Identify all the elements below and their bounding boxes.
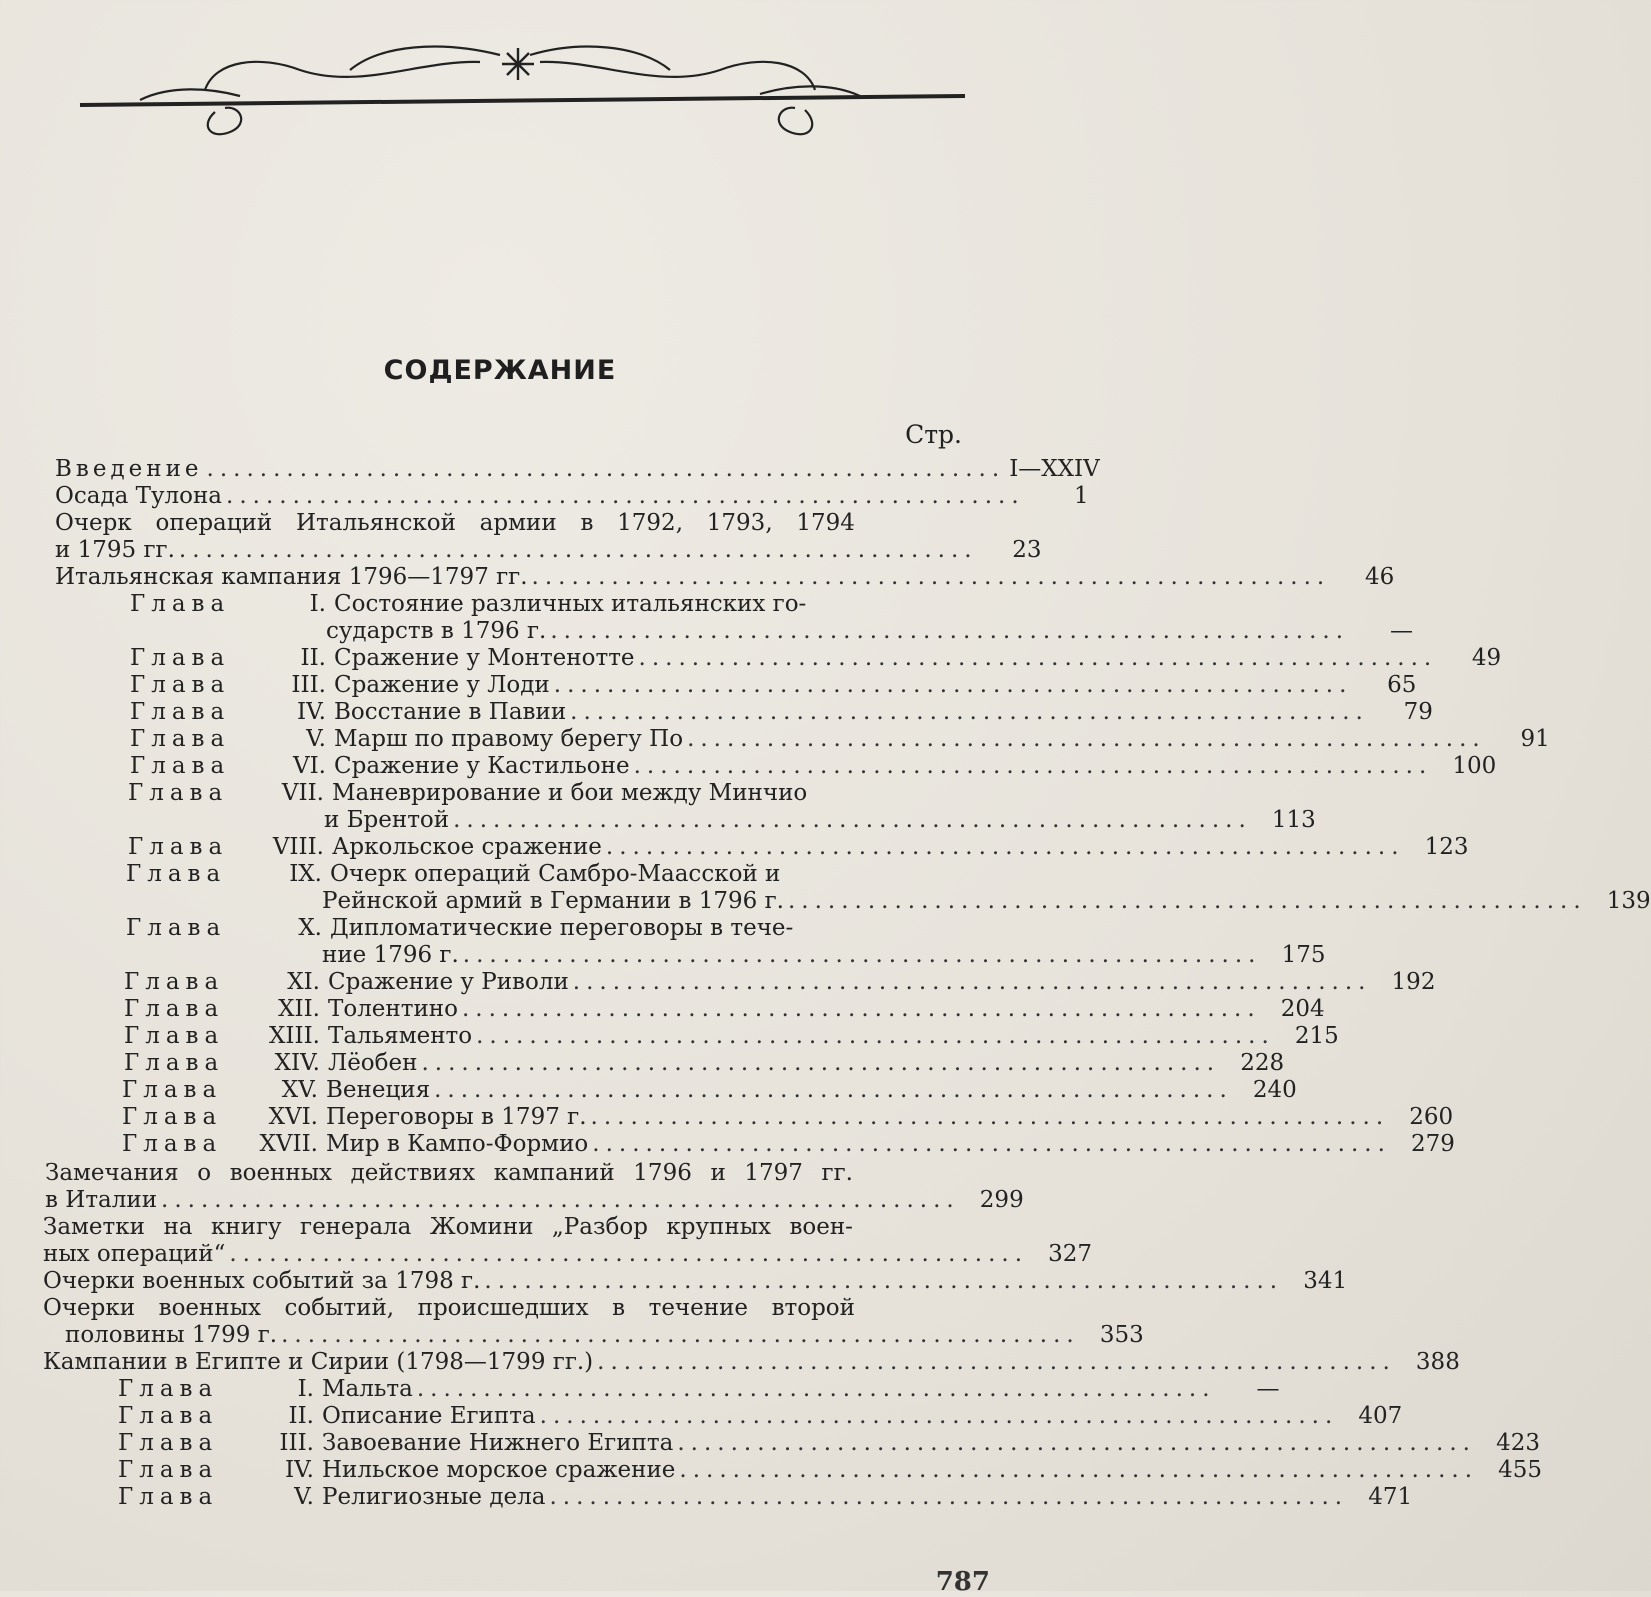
page-column-label: Стр. bbox=[905, 420, 962, 449]
toc-chapter-it-3[interactable]: Глава III. Сражение у Лоди ............................................................ 65 bbox=[130, 672, 1417, 698]
toc-entry-egypt-syria[interactable]: Кампании в Египте и Сирии (1798—1799 гг.) ............................................................ 388 bbox=[43, 1349, 1460, 1375]
toc-chapter-it-11[interactable]: Глава XI. Сражение у Риволи ............................................................ 192 bbox=[124, 969, 1436, 995]
toc-entry-italian-campaign[interactable]: Итальянская кампания 1796—1797 гг. ............................................................ 46 bbox=[55, 564, 1395, 590]
toc-chapter-it-16[interactable]: Глава XVI. Переговоры в 1797 г. ............................................................ 260 bbox=[122, 1104, 1454, 1130]
toc-entry-events-1799[interactable]: Очерки военных событий, происшедших в течение второй половины 1799 г. ............................................................ 353 bbox=[43, 1295, 1144, 1348]
toc-chapter-it-1[interactable]: Глава I. Состояние различных итальянских го- сударств в 1796 г. ............................................................ — bbox=[130, 591, 1414, 644]
asterisk-icon bbox=[502, 48, 534, 80]
toc-entry-events-1798[interactable]: Очерки военных событий за 1798 г. ............................................................ 341 bbox=[43, 1268, 1348, 1294]
toc-chapter-it-9[interactable]: Глава IX. Очерк операций Самбро-Маасской и Рейнской армий в Германии в 1796 г. ............................................................ 139 bbox=[126, 861, 1651, 914]
toc-entry-italian-army-ocherk[interactable]: Очерк операций Итальянской армии в 1792, 1793, 1794 и 1795 гг. ............................................................ 23 bbox=[55, 510, 1042, 563]
toc-chapter-eg-2[interactable]: Глава II. Описание Египта ............................................................ 407 bbox=[118, 1403, 1403, 1429]
toc-entry-toulon[interactable]: Осада Тулона ............................................................ 1 bbox=[55, 483, 1089, 509]
toc-entry-intro[interactable]: Введение ............................................................ I—XXIV bbox=[55, 456, 1100, 482]
toc-chapter-it-12[interactable]: Глава XII. Толентино ............................................................ 204 bbox=[124, 996, 1325, 1022]
decorative-header-ornament bbox=[0, 0, 1000, 150]
toc-chapter-it-2[interactable]: Глава II. Сражение у Монтенотте ............................................................ 49 bbox=[130, 645, 1502, 671]
toc-chapter-eg-1[interactable]: Глава I. Мальта ............................................................ — bbox=[118, 1376, 1280, 1402]
corner-page-number: 787 bbox=[935, 1567, 990, 1597]
toc-chapter-it-10[interactable]: Глава X. Дипломатические переговоры в тече- ние 1796 г. ............................................................ 175 bbox=[126, 915, 1326, 968]
toc-chapter-it-14[interactable]: Глава XIV. Лёобен ............................................................ 228 bbox=[124, 1050, 1285, 1076]
toc-chapter-eg-5[interactable]: Глава V. Религиозные дела ............................................................ 471 bbox=[118, 1484, 1413, 1510]
toc-chapter-it-7[interactable]: Глава VII. Маневрирование и бои между Минчио и Брентой ............................................................ 113 bbox=[128, 780, 1316, 833]
page-title: СОДЕРЖАНИЕ bbox=[383, 355, 617, 386]
toc-chapter-it-6[interactable]: Глава VI. Сражение у Кастильоне ............................................................ 100 bbox=[130, 753, 1497, 779]
toc-chapter-it-8[interactable]: Глава VIII. Аркольское сражение ............................................................ 123 bbox=[128, 834, 1469, 860]
toc-chapter-eg-3[interactable]: Глава III. Завоевание Нижнего Египта ............................................................ 423 bbox=[118, 1430, 1540, 1456]
toc-chapter-it-4[interactable]: Глава IV. Восстание в Павии ............................................................ 79 bbox=[130, 699, 1433, 725]
toc-chapter-eg-4[interactable]: Глава IV. Нильское морское сражение ............................................................ 455 bbox=[118, 1457, 1543, 1483]
toc-entry-jomini[interactable]: Заметки на книгу генерала Жомини „Разбор крупных воен- ных операций“ ............................................................ 327 bbox=[43, 1214, 1093, 1267]
toc-chapter-it-13[interactable]: Глава XIII. Тальяменто ............................................................ 215 bbox=[124, 1023, 1339, 1049]
toc-entry-zamechaniya[interactable]: Замечания о военных действиях кампаний 1796 и 1797 гг. в Италии ............................................................ 299 bbox=[45, 1160, 1024, 1213]
toc-chapter-it-15[interactable]: Глава XV. Венеция ............................................................ 240 bbox=[122, 1077, 1297, 1103]
toc-chapter-it-5[interactable]: Глава V. Марш по правому берегу По ............................................................ 91 bbox=[130, 726, 1550, 752]
toc-chapter-it-17[interactable]: Глава XVII. Мир в Кампо-Формио ............................................................ 279 bbox=[122, 1131, 1455, 1157]
